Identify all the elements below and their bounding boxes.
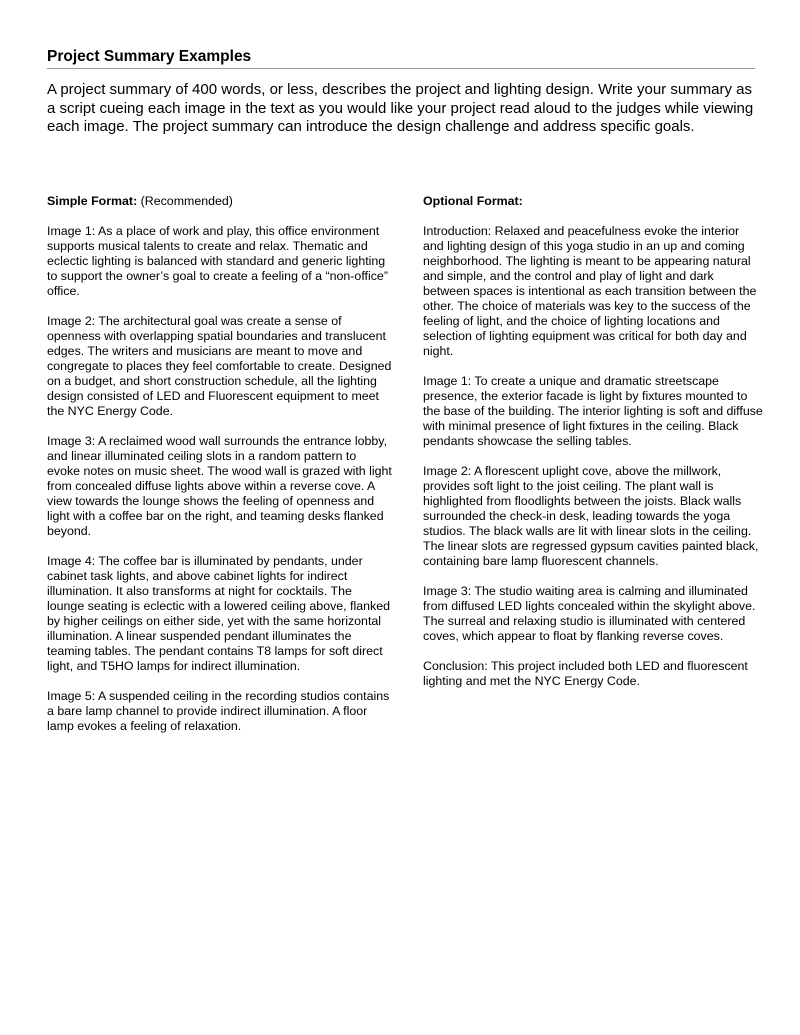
simple-format-paragraph: Image 1: As a place of work and play, this office environment supports musical talents to create and relax. Thematic and eclectic lighting is balanced with standard and generic lighting to support the owner’s goal to create a feeling of a “non-office” office.: [47, 224, 388, 298]
optional-format-heading-label: Optional Format:: [423, 194, 523, 208]
optional-format-column: [423, 194, 763, 704]
optional-format-paragraph: Conclusion: This project included both LED and fluorescent lighting and met the NYC Energy Code.: [423, 659, 748, 688]
optional-format-paragraph: Image 2: A florescent uplight cove, above the millwork, provides soft light to the joist ceiling. The plant wall is highlighted from floodlights between the joists. Black walls surrounded the check-in desk, leading towards the yoga studios. The black walls are lit with linear slots in the ceiling. The linear slots are regressed gypsum cavities painted black, containing bare lamp fluorescent channels.: [423, 464, 759, 568]
optional-format-heading: [423, 194, 763, 209]
simple-format-heading-label: Simple Format:: [47, 194, 138, 208]
optional-format-paragraph: Image 1: To create a unique and dramatic streetscape presence, the exterior facade is light by fixtures mounted to the base of the building. The interior lighting is soft and diffuse with minimal presence of light fixtures in the ceiling. Black pendants showcase the selling tables.: [423, 374, 763, 448]
simple-format-paragraph: Image 3: A reclaimed wood wall surrounds the entrance lobby, and linear illuminated ceiling slots in a random pattern to evoke notes on music sheet. The wood wall is grazed with light from concealed diffuse lights above within a reverse cove. A view towards the lounge shows the feeling of openness and light with a coffee bar on the right, and teaming desks flanked beyond.: [47, 434, 392, 538]
simple-format-paragraph: Image 2: The architectural goal was create a sense of openness with overlapping spatial boundaries and translucent edges. The writers and musicians are meant to move and congregate to places they feel comfortable to create. Designed on a budget, and short construction schedule, all the lighting design consisted of LED and Fluorescent equipment to meet the NYC Energy Code.: [47, 314, 392, 418]
optional-format-paragraph: Introduction: Relaxed and peacefulness evoke the interior and lighting design of this yoga studio in an up and coming neighborhood. The lighting is meant to be appearing natural and simple, and the control and play of light and dark between spaces is intentional as each transition between the other. The choice of materials was key to the success of the feeling of light, and the choice of lighting locations and selection of lighting equipment was critical for both day and night.: [423, 224, 757, 358]
simple-format-heading: [47, 194, 392, 209]
simple-format-column: [47, 194, 392, 749]
optional-format-paragraph: Image 3: The studio waiting area is calming and illuminated from diffused LED lights concealed within the skylight above. The surreal and relaxing studio is illuminated with centered coves, which appear to float by flanking reverse coves.: [423, 584, 756, 643]
simple-format-paragraph: Image 5: A suspended ceiling in the recording studios contains a bare lamp channel to provide indirect illumination. A floor lamp evokes a feeling of relaxation.: [47, 689, 390, 733]
intro-paragraph: A project summary of 400 words, or less, describes the project and lighting design. Write your summary as a script cueing each image in the text as you would like your project read aloud to the judges while viewing each image. The project summary can introduce the design challenge and address specific goals.: [47, 81, 754, 135]
simple-format-heading-note: (Recommended): [137, 194, 233, 208]
page-title: Project Summary Examples: [47, 47, 755, 69]
simple-format-paragraph: Image 4: The coffee bar is illuminated by pendants, under cabinet task lights, and above cabinet lights for indirect illumination. It also transforms at night for cocktails. The lounge seating is eclectic with a lowered ceiling above, flanked by higher ceilings on either side, yet with the same horizontal illumination. A linear suspended pendant illuminates the teaming tables. The pendant contains T8 lamps for soft direct light, and T5HO lamps for indirect illumination.: [47, 554, 391, 673]
